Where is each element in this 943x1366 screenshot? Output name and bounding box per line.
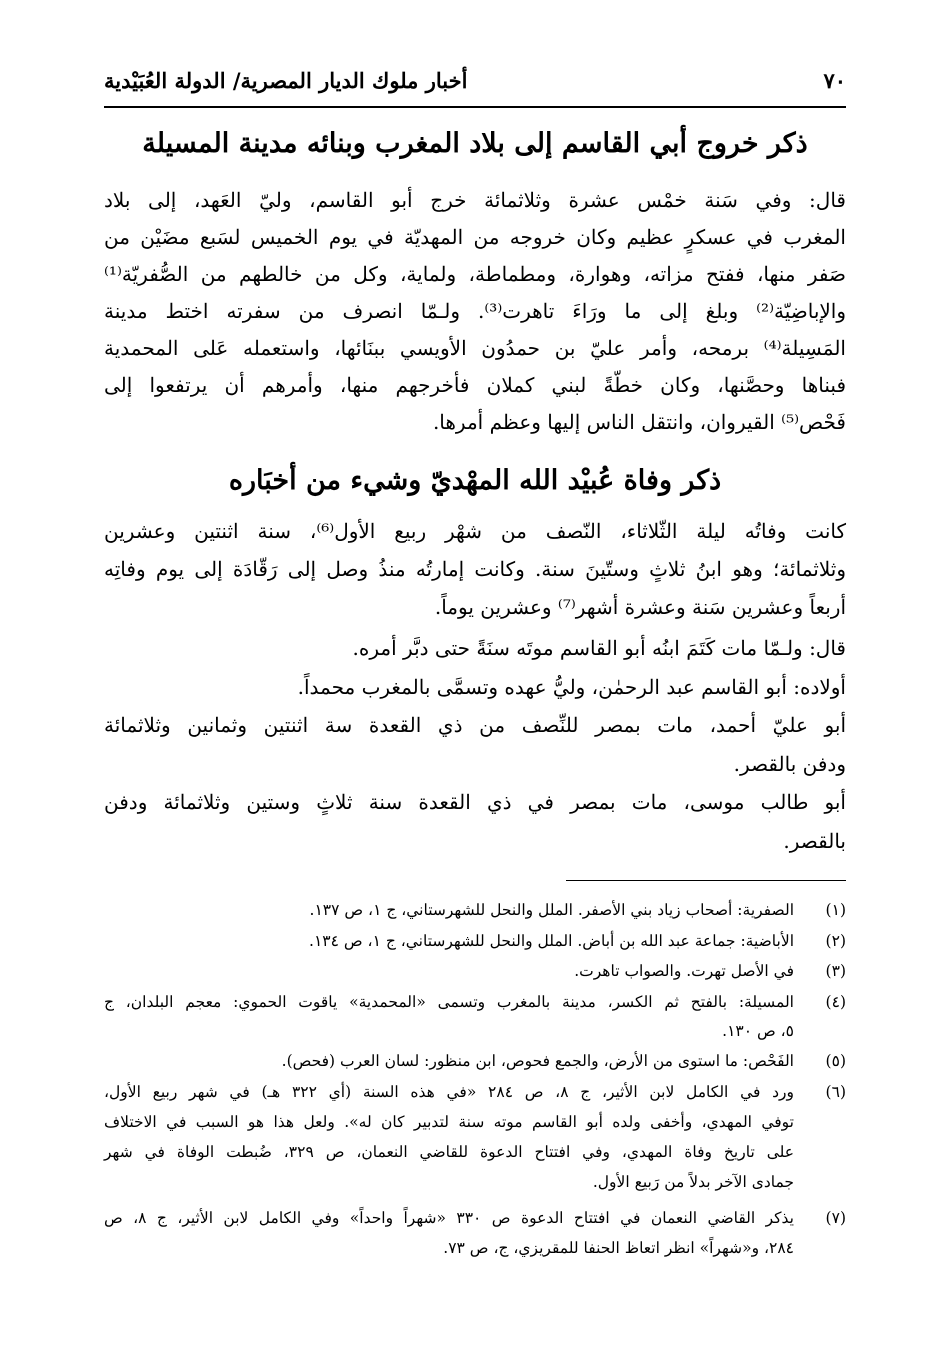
footnote-number: (١) (825, 901, 846, 919)
footnote-text: في الأصل تهرت. والصواب تاهرت. (574, 962, 794, 980)
page-number: ٧٠ (823, 68, 846, 93)
footnote-text: الصفرية: أصحاب زياد بني الأصفر. الملل والنحل للشهرستاني، ج ١، ص ١٣٧. (309, 901, 794, 919)
section1-line: المغرب في عسكرٍ عظيم وكان خروجه من المهديّة في يوم الخميس لسَبع مضَيْن من (104, 225, 846, 249)
section1-line: المَسِيلة⁽⁴⁾ برمحه، وأمر عليّ بن حمدُون الأويسي ببنَائها، واستعمله عَلى المحمدية (104, 336, 846, 360)
header-rule (104, 106, 846, 108)
footnote-text: ورد في الكامل لابن الأثير، ج ٨، ص ٢٨٤ «في هذه السنة (أي ٣٢٢ هـ) في شهر ربيع الأول، (104, 1083, 794, 1101)
section-heading-2: ذكر وفاة عُبيْد الله المهْديّ وشيء من أخبَاره (228, 465, 722, 496)
footnote-number: (٥) (825, 1052, 846, 1070)
footnote-text: ٢٨٤، و«شهراً» انظر اتعاظ الحنفا للمقريزي، ج، ص ٧٣. (443, 1239, 794, 1257)
footnote-number: (٢) (825, 932, 846, 950)
footnote-number: (٦) (825, 1083, 846, 1101)
footnote-text: ٥، ص ١٣٠. (722, 1022, 794, 1040)
section1-line: قال: وفي سَنة خمْس عشرة وثلاثمائة خرج أبو القاسم، وليّ العَهد، إلى بلاد (104, 188, 846, 212)
section2-line: ودفن بالقصر. (733, 752, 846, 776)
section2-line: أبو طالب موسى، مات بمصر في ذي القعدة سنة ثلاثٍ وستين وثلاثمائة ودفن (104, 790, 846, 814)
section2-line: وثلاثمائة؛ وهو ابنُ ثلاثٍ وستّينَ سنة. وكانت إمارتُه منذُ وصل إلى رَقّادَة إلى يوم وفاتِه (104, 557, 846, 581)
footnote-text: الفَحْص: ما استوى من الأرض، والجمع فحوص، ابن منظور: لسان العرب (فحص). (281, 1052, 794, 1070)
section1-line: صَفر منها، ففتح مزاته، وهوارة، ومطماطة، ولماية، وكل من خالطهم من الصُّفريّة⁽¹⁾ (104, 262, 847, 286)
running-title: أخبار ملوك الديار المصرية/ الدولة العُبَيْدية (104, 68, 468, 93)
section2-line: بالقصر. (783, 829, 846, 853)
section2-line: أولاده: أبو القاسم عبد الرحمٰن، وليُّ عهده وتسمَّى بالمغرب محمداً. (297, 675, 846, 699)
section1-line: فبناها وحصَّنها، وكان خطّةً لبني كملان فأخرجهم منها، وأمرهم أن يرتفعوا إلى (104, 373, 847, 397)
running-header (104, 64, 846, 100)
footnote-number: (٧) (825, 1209, 846, 1227)
footnote-text: الأباضية: جماعة عبد الله بن أباض. الملل والنحل للشهرستاني، ج ١، ص ١٣٤. (309, 932, 794, 950)
section2-line: أربعاً وعشرين سَنة وعشرة أشهر⁽⁷⁾ وعشرين يوماً. (434, 595, 846, 619)
footnote-text: توفي المهدي، وأخفى ولده أبو القاسم موته سنة لتدبير كان له». ولعل هذا هو السبب في الاختلاف (104, 1113, 794, 1131)
footnote-number: (٤) (825, 993, 846, 1011)
section2-line: قال: ولـمّا مات كَتَمَ ابنُه أبو القاسم موتَه سنَةً حتى دبَّر أمره. (352, 636, 846, 660)
section2-line: أبو عليّ أحمد، مات بمصر للنِّصف من ذي القعدة سة اثنتين وثمانين وثلاثمائة (104, 713, 846, 737)
section-heading-1: ذكر خروج أبي القاسم إلى بلاد المغرب وبنائه مدينة المسيلة (142, 128, 808, 159)
footnote-text: المسيلة: بالفتح ثم الكسر، مدينة بالمغرب وتسمى «المحمدية» ياقوت الحموي: معجم البلدان، ج (104, 993, 794, 1011)
footnote-text: على تاريخ وفاة المهدي، وفي افتتاح الدعوة للقاضي النعمان، ص ٣٢٩، ضُبطت الوفاة في شهر (104, 1143, 794, 1161)
footnote-text: جمادى الآخر بدلاً من رَبيع الأول. (592, 1173, 794, 1191)
footnote-text: يذكر القاضي النعمان في افتتاح الدعوة ص ٣٣٠ «شهراً واحداً» وفي الكامل لابن الأثير، ج ٨، ص (104, 1209, 794, 1227)
section2-line: كانت وفاتُه ليلة الثّلاثاء، النّصف من شهْر ربيع الأول⁽⁶⁾، سنة اثنتين وعشرين (104, 519, 847, 543)
section1-line: فَحْص⁽⁵⁾ القيروان، وانتقل الناس إليها وعظم أمرها. (432, 410, 846, 434)
footnote-rule (566, 880, 846, 881)
section1-line: والإباضِيّة⁽²⁾ وبلغ إلى ما ورَاءَ تاهرت⁽³⁾. ولـمّا انصرف من سفرته اختط مدينة (104, 299, 847, 323)
footnote-number: (٣) (825, 962, 846, 980)
